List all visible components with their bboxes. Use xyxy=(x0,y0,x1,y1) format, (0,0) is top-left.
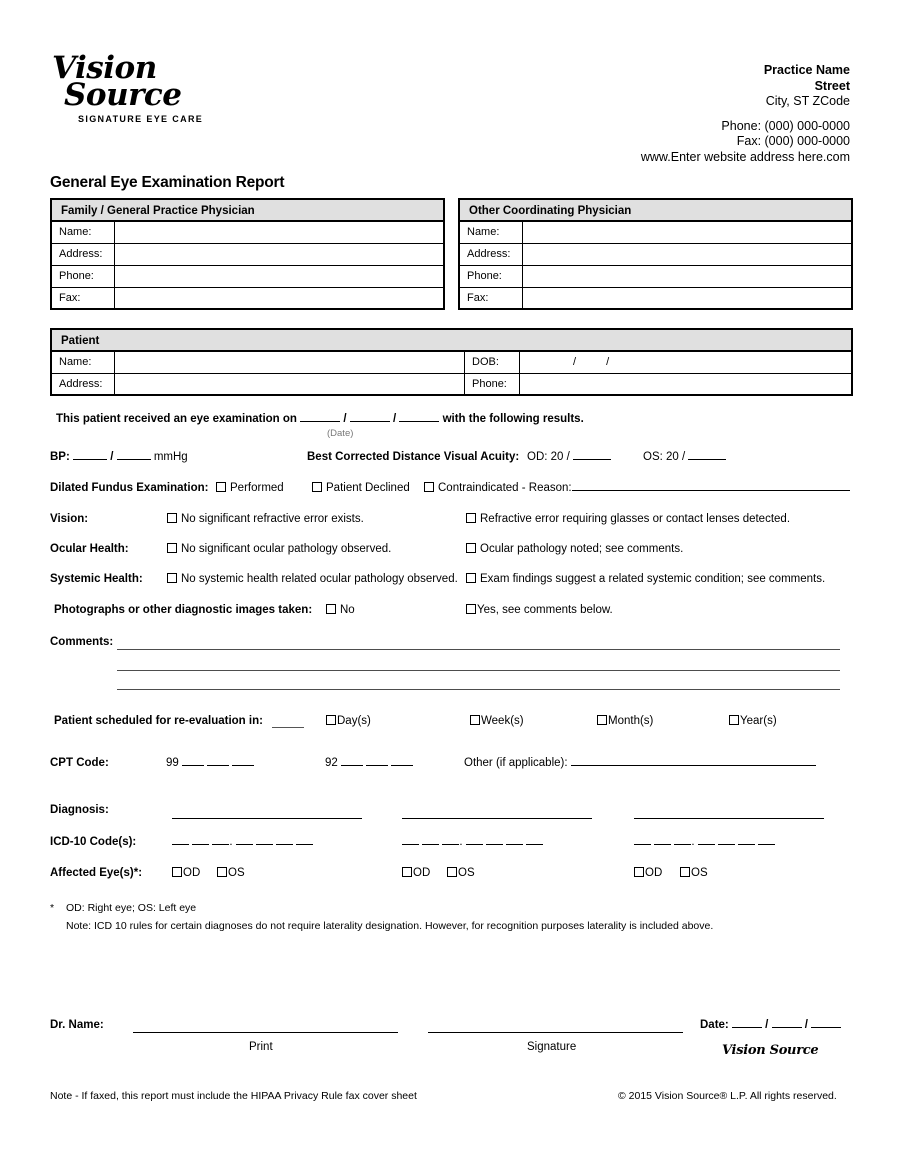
patient-dob-slashes xyxy=(527,356,639,368)
table-row xyxy=(460,244,851,266)
comments-line-3[interactable] xyxy=(117,689,840,690)
affected-eyes-group-3-os-label: OS xyxy=(691,867,708,879)
icd-1-char-2[interactable] xyxy=(192,844,209,845)
cpt-code-2-digit-2[interactable] xyxy=(366,765,388,766)
patient-address-field[interactable] xyxy=(115,374,464,396)
vision-option-normal[interactable] xyxy=(167,513,364,525)
reevaluation-unit-weeks[interactable] xyxy=(470,715,524,727)
print-caption: Print xyxy=(249,1041,273,1053)
checkbox-icon[interactable] xyxy=(466,573,476,583)
table-row xyxy=(460,222,851,244)
icd-1-char-5[interactable] xyxy=(256,844,273,845)
photographs-option-no-label: No xyxy=(340,604,355,616)
page-title: General Eye Examination Report xyxy=(50,174,285,191)
icd-code-group-3 xyxy=(634,836,775,848)
dilated-contraindicated-label: Contraindicated - Reason: xyxy=(438,482,572,494)
contact-spacer xyxy=(641,110,850,119)
checkbox-icon[interactable] xyxy=(167,543,177,553)
visual-acuity-od xyxy=(527,451,611,463)
affected-eyes-group-1-od[interactable] xyxy=(172,867,200,879)
other-name-label: Name: xyxy=(460,222,523,243)
exam-month-blank[interactable] xyxy=(300,421,340,422)
family-physician-table-header: Family / General Practice Physician xyxy=(52,200,443,222)
bp-unit: mmHg xyxy=(153,451,188,463)
signature-date-day-blank[interactable] xyxy=(772,1027,802,1028)
checkbox-icon[interactable] xyxy=(217,867,227,877)
diagnosis-blank-3[interactable] xyxy=(634,818,824,819)
family-fax-field[interactable] xyxy=(115,288,443,310)
reevaluation-unit-years[interactable] xyxy=(729,715,777,727)
dilated-reason-blank[interactable] xyxy=(572,490,850,491)
systemic-option-related-label: Exam findings suggest a related systemic condition; see comments. xyxy=(480,573,826,585)
footer-hipaa-note: Note - If faxed, this report must include the HIPAA Privacy Rule fax cover sheet xyxy=(50,1090,417,1102)
dilated-declined-label: Patient Declined xyxy=(326,482,410,494)
practice-phone: Phone: (000) 000-0000 xyxy=(721,118,850,133)
table-row xyxy=(460,288,851,310)
icd-1-decimal: . xyxy=(229,836,233,848)
vision-option-refractive[interactable] xyxy=(466,513,790,525)
vision-source-logo xyxy=(50,50,310,124)
checkbox-icon[interactable] xyxy=(167,513,177,523)
footnote-legend: OD: Right eye; OS: Left eye xyxy=(66,902,197,914)
exam-day-blank[interactable] xyxy=(350,421,390,422)
ocular-option-pathology-label: Ocular pathology noted; see comments. xyxy=(480,543,684,555)
dilated-declined-option[interactable] xyxy=(312,482,410,494)
reevaluation-unit-months-label: Month(s) xyxy=(608,715,654,727)
cpt-code-1-digit-2[interactable] xyxy=(207,765,229,766)
icd-3-char-6[interactable] xyxy=(738,844,755,845)
checkbox-icon[interactable] xyxy=(402,867,412,877)
diagnosis-blank-2[interactable] xyxy=(402,818,592,819)
table-row xyxy=(52,374,851,396)
other-fax-label: Fax: xyxy=(460,288,523,310)
table-row xyxy=(52,222,443,244)
patient-address-label: Address: xyxy=(52,374,115,396)
practice-contact-block xyxy=(641,63,850,165)
signature-date-sep-1: / xyxy=(765,1019,769,1031)
checkbox-icon[interactable] xyxy=(167,573,177,583)
checkbox-icon[interactable] xyxy=(466,513,476,523)
practice-street: Street xyxy=(814,78,850,93)
logo-text-source: Source xyxy=(64,77,182,114)
logo-tagline: SIGNATURE EYE CARE xyxy=(78,113,204,124)
photographs-option-yes[interactable] xyxy=(466,604,613,616)
cpt-code-1 xyxy=(166,757,254,769)
exam-date-sep-2: / xyxy=(392,413,397,425)
checkbox-icon[interactable] xyxy=(216,482,226,492)
dilated-performed-option[interactable] xyxy=(216,482,284,494)
icd-1-char-6[interactable] xyxy=(276,844,293,845)
reevaluation-label: Patient scheduled for re-evaluation in: xyxy=(54,715,263,727)
affected-eyes-group-2-os[interactable] xyxy=(447,867,475,879)
signature-date-sep-2: / xyxy=(804,1019,808,1031)
cpt-code-1-prefix: 99 xyxy=(166,757,179,769)
icd-3-char-1[interactable] xyxy=(634,844,651,845)
footnote-note: Note: ICD 10 rules for certain diagnoses do not require laterality designation. However, for recognition purposes laterality is included above. xyxy=(66,920,714,932)
reevaluation-unit-days[interactable] xyxy=(326,715,371,727)
patient-phone-label: Phone: xyxy=(464,374,520,396)
checkbox-icon[interactable] xyxy=(424,482,434,492)
exam-date-sep-1: / xyxy=(343,413,347,425)
cpt-code-2-prefix: 92 xyxy=(325,757,338,769)
cpt-code-2-digit-3[interactable] xyxy=(391,765,413,766)
other-phone-field[interactable] xyxy=(523,266,851,287)
signature-caption: Signature xyxy=(527,1041,577,1053)
dilated-performed-label: Performed xyxy=(230,482,284,494)
icd-3-decimal: . xyxy=(691,836,695,848)
icd-2-char-1[interactable] xyxy=(402,844,419,845)
affected-eyes-group-1-od-label: OD xyxy=(183,867,201,879)
icd-1-char-4[interactable] xyxy=(236,844,253,845)
systemic-option-related[interactable] xyxy=(466,573,825,585)
family-address-label: Address: xyxy=(52,244,115,265)
cpt-code-2 xyxy=(325,757,413,769)
patient-table xyxy=(50,328,853,396)
dilated-fundus-label: Dilated Fundus Examination: xyxy=(50,482,209,494)
photographs-label: Photographs or other diagnostic images taken: xyxy=(54,604,313,616)
icd-2-char-3[interactable] xyxy=(442,844,459,845)
checkbox-icon[interactable] xyxy=(326,715,336,725)
family-address-field[interactable] xyxy=(115,244,443,265)
reevaluation-unit-days-label: Day(s) xyxy=(337,715,371,727)
family-fax-label: Fax: xyxy=(52,288,115,310)
affected-eyes-label: Affected Eye(s)*: xyxy=(50,867,143,879)
acuity-os-label: OS: 20 / xyxy=(643,451,686,463)
checkbox-icon[interactable] xyxy=(729,715,739,725)
patient-table-header: Patient xyxy=(52,330,851,352)
page-header xyxy=(50,50,850,175)
affected-eyes-group-2-os-label: OS xyxy=(458,867,475,879)
signature-date-label: Date: xyxy=(700,1019,729,1031)
checkbox-icon[interactable] xyxy=(466,604,476,614)
icd-3-char-3[interactable] xyxy=(674,844,691,845)
other-name-field[interactable] xyxy=(523,222,851,243)
systemic-option-normal-label: No systemic health related ocular pathology observed. xyxy=(181,573,458,585)
icd-2-char-6[interactable] xyxy=(506,844,523,845)
ocular-health-label: Ocular Health: xyxy=(50,543,129,555)
footnote-asterisk: * xyxy=(50,902,55,914)
cpt-code-label: CPT Code: xyxy=(50,757,109,769)
bp-separator: / xyxy=(110,451,114,463)
cpt-code-2-digit-1[interactable] xyxy=(341,765,363,766)
dilated-contraindicated-option[interactable] xyxy=(424,482,850,494)
diagnosis-label: Diagnosis: xyxy=(50,804,109,816)
patient-phone-field[interactable] xyxy=(520,374,851,396)
checkbox-icon[interactable] xyxy=(470,715,480,725)
checkbox-icon[interactable] xyxy=(634,867,644,877)
icd-1-char-1[interactable] xyxy=(172,844,189,845)
icd-3-char-7[interactable] xyxy=(758,844,775,845)
checkbox-icon[interactable] xyxy=(312,482,322,492)
affected-eyes-group-2-od-label: OD xyxy=(413,867,431,879)
acuity-od-label: OD: 20 / xyxy=(527,451,570,463)
family-phone-field[interactable] xyxy=(115,266,443,287)
cpt-other-label: Other (if applicable): xyxy=(464,757,568,769)
icd-2-char-5[interactable] xyxy=(486,844,503,845)
bp-systolic-blank[interactable] xyxy=(73,459,107,460)
bp-label: BP: xyxy=(50,451,70,463)
icd-2-char-7[interactable] xyxy=(526,844,543,845)
ocular-option-normal-label: No significant ocular pathology observed. xyxy=(181,543,392,555)
table-row xyxy=(52,266,443,288)
icd-3-char-4[interactable] xyxy=(698,844,715,845)
ocular-option-pathology[interactable] xyxy=(466,543,683,555)
cpt-other xyxy=(464,757,816,769)
table-row xyxy=(52,288,443,310)
other-address-field[interactable] xyxy=(523,244,851,265)
vision-option-normal-label: No significant refractive error exists. xyxy=(181,513,364,525)
other-phone-label: Phone: xyxy=(460,266,523,287)
family-physician-table xyxy=(50,198,445,310)
table-row xyxy=(52,352,851,374)
patient-name-label: Name: xyxy=(52,352,115,373)
reevaluation-unit-years-label: Year(s) xyxy=(740,715,777,727)
photographs-option-yes-label: Yes, see comments below. xyxy=(477,604,613,616)
icd-code-group-1 xyxy=(172,836,313,848)
signature-date-field xyxy=(700,1019,841,1031)
bp-diastolic-blank[interactable] xyxy=(117,459,151,460)
cpt-other-blank[interactable] xyxy=(571,765,816,766)
exam-date-prefix: This patient received an eye examination on xyxy=(56,413,297,425)
ocular-option-normal[interactable] xyxy=(167,543,391,555)
affected-eyes-group-3-od[interactable] xyxy=(634,867,662,879)
icd-3-char-2[interactable] xyxy=(654,844,671,845)
reevaluation-quantity-blank[interactable] xyxy=(272,727,304,728)
other-fax-field[interactable] xyxy=(523,288,851,310)
comments-label: Comments: xyxy=(50,636,114,648)
icd-2-char-2[interactable] xyxy=(422,844,439,845)
exam-date-line xyxy=(56,413,584,425)
practice-website: www.Enter website address here.com xyxy=(640,149,850,164)
affected-eyes-group-3-od-label: OD xyxy=(645,867,663,879)
vision-label: Vision: xyxy=(50,513,89,525)
cpt-code-1-digit-3[interactable] xyxy=(232,765,254,766)
exam-date-suffix: with the following results. xyxy=(442,413,584,425)
affected-eyes-group-1-os[interactable] xyxy=(217,867,245,879)
dr-name-print-blank[interactable] xyxy=(133,1032,398,1033)
reevaluation-unit-months[interactable] xyxy=(597,715,653,727)
reevaluation-unit-weeks-label: Week(s) xyxy=(481,715,524,727)
checkbox-icon[interactable] xyxy=(680,867,690,877)
checkbox-icon[interactable] xyxy=(447,867,457,877)
icd-1-char-7[interactable] xyxy=(296,844,313,845)
family-name-label: Name: xyxy=(52,222,115,243)
signature-date-month-blank[interactable] xyxy=(732,1027,762,1028)
comments-line-2[interactable] xyxy=(117,670,840,671)
affected-eyes-group-3-os[interactable] xyxy=(680,867,708,879)
patient-dob-label: DOB: xyxy=(464,352,520,373)
family-phone-label: Phone: xyxy=(52,266,115,287)
vision-option-refractive-label: Refractive error requiring glasses or contact lenses detected. xyxy=(480,513,791,525)
practice-fax: Fax: (000) 000-0000 xyxy=(736,134,850,148)
blood-pressure-field xyxy=(50,451,188,463)
icd-2-char-4[interactable] xyxy=(466,844,483,845)
patient-dob-field[interactable] xyxy=(520,352,851,373)
checkbox-icon[interactable] xyxy=(597,715,607,725)
practice-city-state-zip: City, ST ZCode xyxy=(765,94,850,108)
exam-date-hint: (Date) xyxy=(327,428,354,439)
icd-2-decimal: . xyxy=(459,836,463,848)
logo-text-vision: Vision xyxy=(52,50,157,86)
acuity-os-blank[interactable] xyxy=(688,459,726,460)
checkbox-icon[interactable] xyxy=(326,604,336,614)
reevaluation-quantity-blank-wrap xyxy=(272,715,304,733)
cpt-code-1-digit-1[interactable] xyxy=(182,765,204,766)
visual-acuity-os xyxy=(643,451,726,463)
photographs-option-no[interactable] xyxy=(326,604,355,616)
affected-eyes-group-1-os-label: OS xyxy=(228,867,245,879)
footer-copyright: © 2015 Vision Source® L.P. All rights reserved. xyxy=(618,1090,837,1102)
other-physician-table-header: Other Coordinating Physician xyxy=(460,200,851,222)
systemic-health-label: Systemic Health: xyxy=(50,573,143,585)
comments-line-1[interactable] xyxy=(117,649,840,650)
systemic-option-normal[interactable] xyxy=(167,573,458,585)
signature-blank[interactable] xyxy=(428,1032,683,1033)
icd-code-label: ICD-10 Code(s): xyxy=(50,836,137,848)
table-row xyxy=(52,244,443,266)
patient-name-field[interactable] xyxy=(115,352,464,373)
icd-3-char-5[interactable] xyxy=(718,844,735,845)
icd-code-group-2 xyxy=(402,836,543,848)
other-physician-table xyxy=(458,198,853,310)
acuity-od-blank[interactable] xyxy=(573,459,611,460)
dob-sep-2: / xyxy=(606,356,610,368)
visual-acuity-label: Best Corrected Distance Visual Acuity: xyxy=(307,451,520,463)
affected-eyes-group-2-od[interactable] xyxy=(402,867,430,879)
other-address-label: Address: xyxy=(460,244,523,265)
table-row xyxy=(460,266,851,288)
exam-year-blank[interactable] xyxy=(399,421,439,422)
checkbox-icon[interactable] xyxy=(466,543,476,553)
family-name-field[interactable] xyxy=(115,222,443,243)
diagnosis-blank-1[interactable] xyxy=(172,818,362,819)
practice-name: Practice Name xyxy=(763,63,850,77)
signature-vision-source-logo: Vision Source xyxy=(722,1043,819,1058)
dob-sep-1: / xyxy=(573,356,577,368)
signature-date-year-blank[interactable] xyxy=(811,1027,841,1028)
dr-name-label: Dr. Name: xyxy=(50,1019,104,1031)
icd-1-char-3[interactable] xyxy=(212,844,229,845)
checkbox-icon[interactable] xyxy=(172,867,182,877)
